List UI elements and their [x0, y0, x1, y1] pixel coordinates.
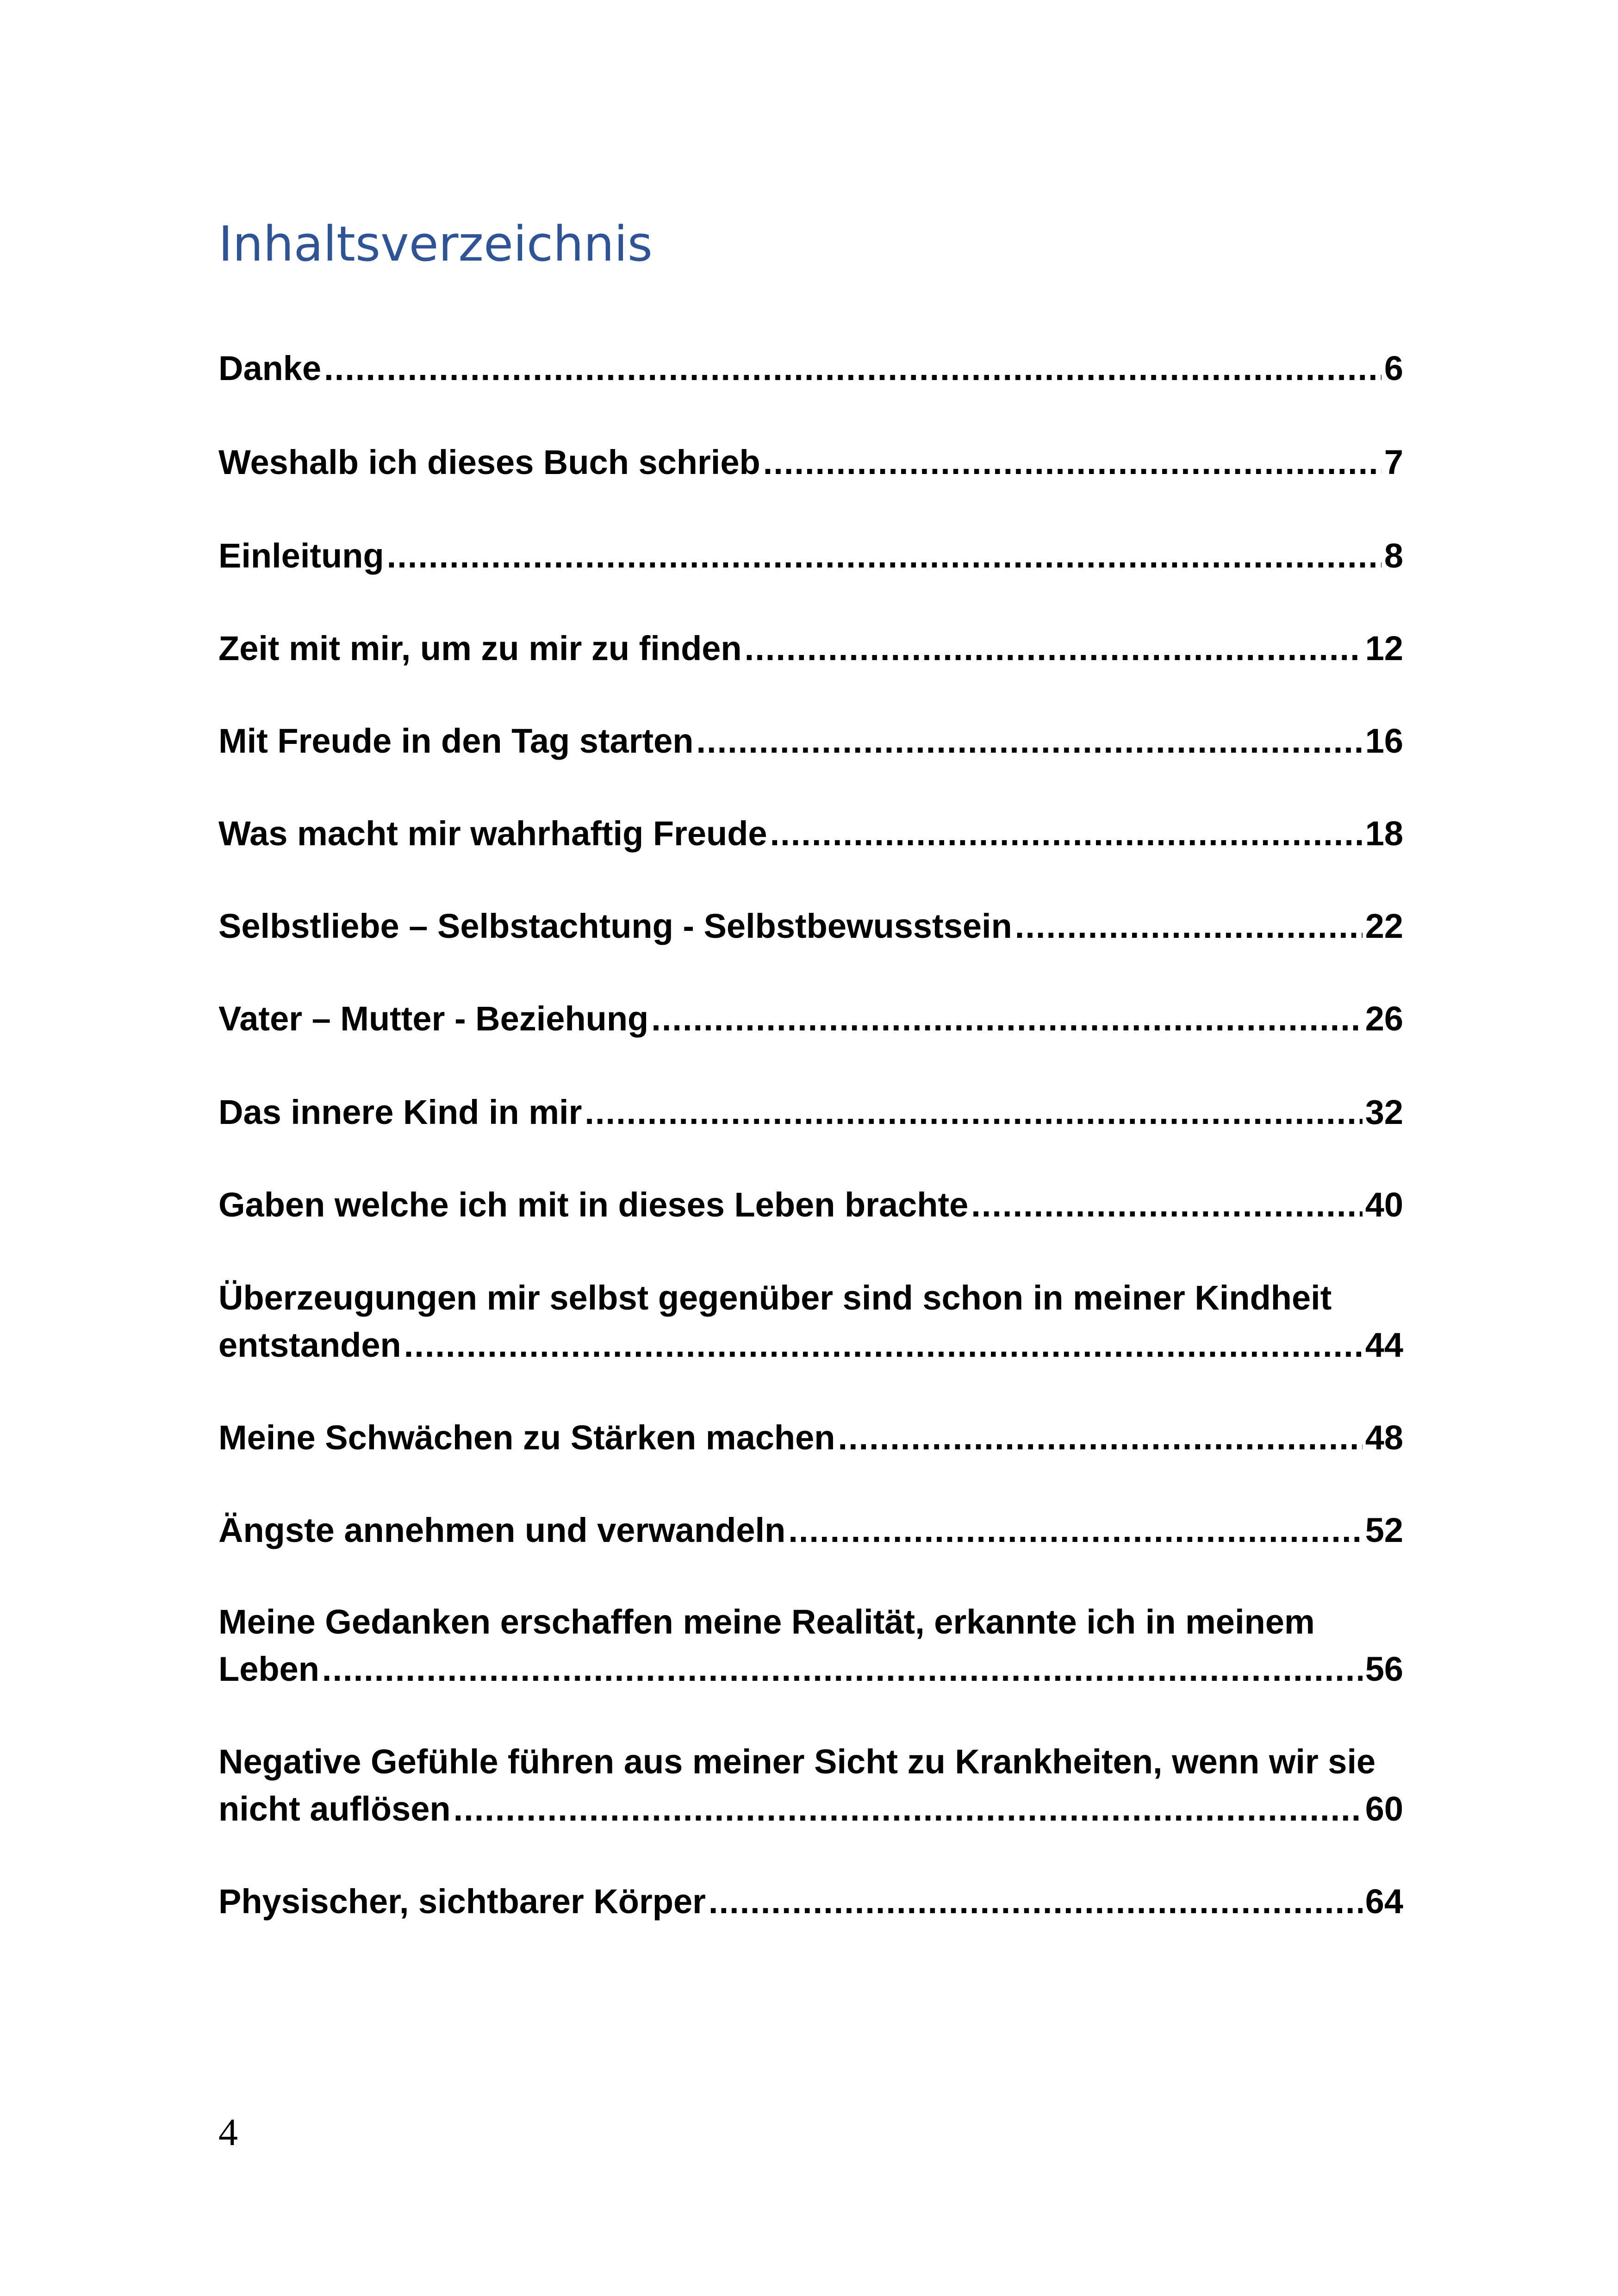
toc-entry-title: entstanden: [218, 1326, 401, 1364]
toc-entry-page-number: 44: [1365, 1326, 1403, 1364]
toc-entry-title: Das innere Kind in mir: [218, 1093, 582, 1131]
toc-entry-page-number: 32: [1365, 1093, 1403, 1131]
toc-entry-title: Selbstliebe – Selbstachtung - Selbstbewusstsein: [218, 907, 1012, 945]
toc-entry-title: Zeit mit mir, um zu mir zu finden: [218, 629, 742, 668]
toc-entry-row: [218, 1181, 1403, 1229]
page-number: 4: [218, 2111, 238, 2154]
dot-leader: [387, 532, 1382, 580]
dot-leader: [404, 1322, 1363, 1369]
toc-entry-row: [218, 625, 1403, 672]
toc-entry-row: [218, 439, 1403, 486]
toc-entry-title: Physischer, sichtbarer Körper: [218, 1882, 706, 1921]
toc-entry-page-number: 48: [1365, 1418, 1403, 1457]
dot-leader: [770, 810, 1363, 857]
toc-entry-page-number: 26: [1365, 999, 1403, 1038]
toc-entry-row: [218, 345, 1403, 392]
toc-entry-title: Mit Freude in den Tag starten: [218, 722, 694, 760]
toc-entry-page-number: 7: [1384, 443, 1403, 481]
dot-leader: [745, 625, 1363, 672]
toc-entry-title-line: Negative Gefühle führen aus meiner Sicht zu Krankheiten, wenn wir sie: [218, 1742, 1376, 1781]
toc-entry-page-number: 16: [1365, 722, 1403, 760]
dot-leader: [324, 345, 1382, 392]
toc-entry-page-number: 56: [1365, 1650, 1403, 1688]
toc-entry-row: [218, 903, 1403, 950]
toc-entry-row: [218, 532, 1403, 580]
dot-leader: [651, 995, 1362, 1042]
toc-entry-title: Was macht mir wahrhaftig Freude: [218, 814, 767, 853]
toc-entry-row: [218, 1507, 1403, 1554]
dot-leader: [1015, 903, 1363, 950]
toc-heading: Inhaltsverzeichnis: [218, 216, 653, 272]
dot-leader: [788, 1507, 1362, 1554]
dot-leader: [971, 1181, 1362, 1229]
toc-entry-row: [218, 1322, 1403, 1369]
toc-entry-title-line: Überzeugungen mir selbst gegenüber sind schon in meiner Kindheit: [218, 1279, 1332, 1317]
toc-entry-title: Leben: [218, 1650, 319, 1688]
toc-entry-title: Danke: [218, 349, 322, 387]
toc-entry-page-number: 8: [1384, 537, 1403, 575]
toc-entry-row: [218, 810, 1403, 857]
toc-entry-title: Einleitung: [218, 537, 384, 575]
toc-entry-row: [218, 1785, 1403, 1833]
toc-entry-page-number: 64: [1365, 1882, 1403, 1921]
dot-leader: [763, 439, 1382, 486]
dot-leader: [709, 1878, 1363, 1925]
toc-entry-row: [218, 1414, 1403, 1461]
toc-entry-title: Weshalb ich dieses Buch schrieb: [218, 443, 760, 481]
dot-leader: [585, 1089, 1362, 1136]
toc-entry-page-number: 12: [1365, 629, 1403, 668]
dot-leader: [454, 1785, 1363, 1833]
toc-entry-page-number: 22: [1365, 907, 1403, 945]
toc-entry-page-number: 18: [1365, 814, 1403, 853]
toc-entry-title: Gaben welche ich mit in dieses Leben brachte: [218, 1185, 969, 1224]
dot-leader: [697, 718, 1363, 765]
toc-entry-page-number: 52: [1365, 1511, 1403, 1549]
toc-entry-title-line: Meine Gedanken erschaffen meine Realität, erkannte ich in meinem: [218, 1603, 1315, 1641]
toc-entry-title: Vater – Mutter - Beziehung: [218, 999, 649, 1038]
toc-entry-title: nicht auflösen: [218, 1790, 451, 1828]
toc-entry-row: [218, 718, 1403, 765]
toc-entry-page-number: 6: [1384, 349, 1403, 387]
toc-entry-row: [218, 1646, 1403, 1693]
dot-leader: [322, 1646, 1363, 1693]
toc-entry-row: [218, 995, 1403, 1042]
toc-entry-page-number: 60: [1365, 1790, 1403, 1828]
toc-entry-page-number: 40: [1365, 1185, 1403, 1224]
dot-leader: [838, 1414, 1362, 1461]
toc-entry-row: [218, 1089, 1403, 1136]
toc-entry-title: Ängste annehmen und verwandeln: [218, 1511, 786, 1549]
toc-entry-row: [218, 1878, 1403, 1925]
toc-entry-title: Meine Schwächen zu Stärken machen: [218, 1418, 835, 1457]
